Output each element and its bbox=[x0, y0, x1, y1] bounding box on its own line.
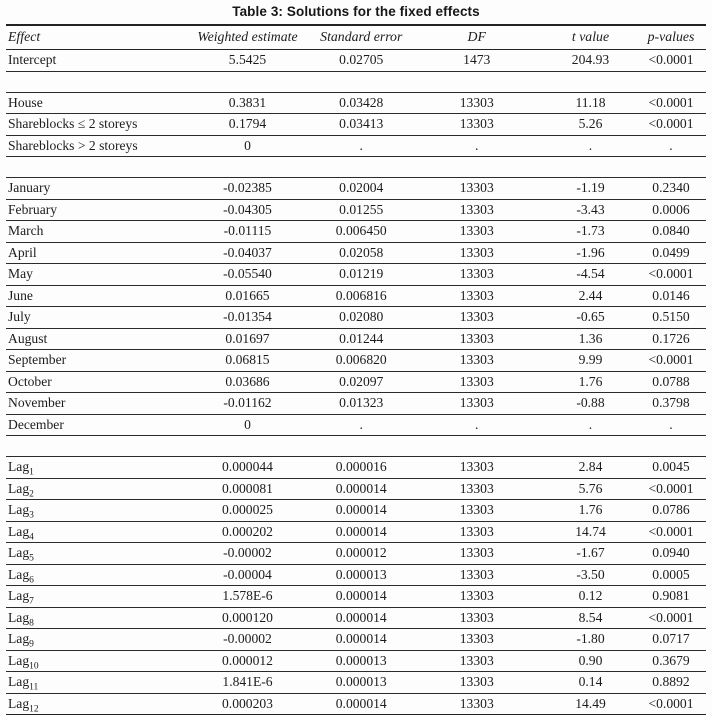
value-cell: 0.0940 bbox=[636, 543, 706, 565]
table-row bbox=[6, 328, 706, 350]
value-cell: . bbox=[545, 135, 636, 157]
table-row bbox=[6, 478, 706, 500]
table-row bbox=[6, 414, 706, 436]
value-cell: 0.000203 bbox=[181, 693, 314, 715]
value-cell: 0.000014 bbox=[314, 500, 409, 522]
value-cell: 14.74 bbox=[545, 521, 636, 543]
value-cell: 13303 bbox=[409, 457, 546, 479]
table-row bbox=[6, 607, 706, 629]
value-cell: -3.43 bbox=[545, 199, 636, 221]
effect-cell: Lag$_6$ bbox=[6, 564, 181, 586]
effect-cell: Shareblocks > 2 storeys bbox=[6, 135, 181, 157]
table-row bbox=[6, 672, 706, 694]
value-cell: 0.000014 bbox=[314, 521, 409, 543]
value-cell: 0.3679 bbox=[636, 650, 706, 672]
column-header-p-values: p-values bbox=[636, 25, 706, 50]
value-cell: 13303 bbox=[409, 199, 546, 221]
value-cell: 0.0786 bbox=[636, 500, 706, 522]
value-cell: 13303 bbox=[409, 650, 546, 672]
value-cell: 1473 bbox=[409, 50, 546, 72]
value-cell: 0.03413 bbox=[314, 114, 409, 136]
value-cell: <0.0001 bbox=[636, 92, 706, 114]
value-cell: 0.006816 bbox=[314, 285, 409, 307]
value-cell: 0.01244 bbox=[314, 328, 409, 350]
table-row bbox=[6, 521, 706, 543]
effect-subscript: 3 bbox=[29, 510, 34, 521]
value-cell: 13303 bbox=[409, 221, 546, 243]
effect-cell: May bbox=[6, 264, 181, 286]
value-cell: 13303 bbox=[409, 393, 546, 415]
effect-cell: Lag$_1$ bbox=[6, 457, 181, 479]
value-cell: 0.01255 bbox=[314, 199, 409, 221]
value-cell: 1.76 bbox=[545, 500, 636, 522]
table-row bbox=[6, 393, 706, 415]
value-cell: 0 bbox=[181, 135, 314, 157]
effect-cell: Lag$_5$ bbox=[6, 543, 181, 565]
value-cell: -0.00004 bbox=[181, 564, 314, 586]
fixed-effects-table bbox=[6, 24, 706, 715]
table-row bbox=[6, 178, 706, 200]
value-cell: <0.0001 bbox=[636, 521, 706, 543]
value-cell: 0.006820 bbox=[314, 350, 409, 372]
value-cell: 0.0006 bbox=[636, 199, 706, 221]
effect-subscript: 7 bbox=[29, 596, 34, 607]
value-cell: 0.02097 bbox=[314, 371, 409, 393]
effect-cell: October bbox=[6, 371, 181, 393]
effect-cell: August bbox=[6, 328, 181, 350]
effect-cell: Lag$_8$ bbox=[6, 607, 181, 629]
value-cell: 0.02004 bbox=[314, 178, 409, 200]
value-cell: 0.0005 bbox=[636, 564, 706, 586]
value-cell: 13303 bbox=[409, 285, 546, 307]
value-cell: 13303 bbox=[409, 114, 546, 136]
value-cell: 0.000202 bbox=[181, 521, 314, 543]
table-body bbox=[6, 50, 706, 715]
value-cell: 0.03686 bbox=[181, 371, 314, 393]
value-cell: 13303 bbox=[409, 543, 546, 565]
effect-cell: House bbox=[6, 92, 181, 114]
value-cell: 1.841E-6 bbox=[181, 672, 314, 694]
table-row bbox=[6, 307, 706, 329]
table-title: Table 3: Solutions for the fixed effects bbox=[232, 4, 480, 19]
value-cell: . bbox=[545, 414, 636, 436]
value-cell: 13303 bbox=[409, 264, 546, 286]
value-cell: 0.000013 bbox=[314, 650, 409, 672]
value-cell: 0.000081 bbox=[181, 478, 314, 500]
effect-cell: Lag$_{11}$ bbox=[6, 672, 181, 694]
value-cell: -0.65 bbox=[545, 307, 636, 329]
column-header-standard-error: Standard error bbox=[314, 25, 409, 50]
effect-cell: November bbox=[6, 393, 181, 415]
effect-subscript: 10 bbox=[29, 661, 39, 672]
value-cell: . bbox=[314, 414, 409, 436]
value-cell: 0.02705 bbox=[314, 50, 409, 72]
value-cell: 0.1726 bbox=[636, 328, 706, 350]
value-cell: -1.96 bbox=[545, 242, 636, 264]
value-cell: 13303 bbox=[409, 629, 546, 651]
value-cell: <0.0001 bbox=[636, 693, 706, 715]
value-cell: 11.18 bbox=[545, 92, 636, 114]
value-cell: 8.54 bbox=[545, 607, 636, 629]
spacer-cell bbox=[6, 157, 706, 178]
value-cell: 0.000025 bbox=[181, 500, 314, 522]
value-cell: 1.36 bbox=[545, 328, 636, 350]
value-cell: 0.3831 bbox=[181, 92, 314, 114]
value-cell: -0.00002 bbox=[181, 543, 314, 565]
value-cell: -0.01354 bbox=[181, 307, 314, 329]
value-cell: -0.01115 bbox=[181, 221, 314, 243]
value-cell: 0.0717 bbox=[636, 629, 706, 651]
value-cell: 0.0045 bbox=[636, 457, 706, 479]
value-cell: 2.84 bbox=[545, 457, 636, 479]
value-cell: <0.0001 bbox=[636, 478, 706, 500]
column-header-weighted-estimate: Weighted estimate bbox=[181, 25, 314, 50]
effect-cell: December bbox=[6, 414, 181, 436]
table-row bbox=[6, 50, 706, 72]
value-cell: . bbox=[409, 414, 546, 436]
table-row bbox=[6, 135, 706, 157]
effect-cell: Lag$_{10}$ bbox=[6, 650, 181, 672]
table-row bbox=[6, 500, 706, 522]
table-row bbox=[6, 371, 706, 393]
effect-subscript: 9 bbox=[29, 639, 34, 650]
effect-subscript: 6 bbox=[29, 575, 34, 586]
group-spacer bbox=[6, 436, 706, 457]
table-row bbox=[6, 242, 706, 264]
table-row bbox=[6, 543, 706, 565]
value-cell: 13303 bbox=[409, 564, 546, 586]
value-cell: <0.0001 bbox=[636, 114, 706, 136]
effect-cell: January bbox=[6, 178, 181, 200]
effect-subscript: 2 bbox=[29, 489, 34, 500]
table-row bbox=[6, 629, 706, 651]
value-cell: 0.000013 bbox=[314, 672, 409, 694]
effect-cell: April bbox=[6, 242, 181, 264]
effect-cell: Shareblocks ≤ 2 storeys bbox=[6, 114, 181, 136]
effect-cell: July bbox=[6, 307, 181, 329]
value-cell: 13303 bbox=[409, 307, 546, 329]
value-cell: 0.000014 bbox=[314, 629, 409, 651]
value-cell: 0.14 bbox=[545, 672, 636, 694]
value-cell: 0.006450 bbox=[314, 221, 409, 243]
value-cell: 5.76 bbox=[545, 478, 636, 500]
value-cell: <0.0001 bbox=[636, 50, 706, 72]
value-cell: 0.03428 bbox=[314, 92, 409, 114]
table-row bbox=[6, 264, 706, 286]
value-cell: 0.8892 bbox=[636, 672, 706, 694]
value-cell: 0.0788 bbox=[636, 371, 706, 393]
value-cell: 13303 bbox=[409, 607, 546, 629]
value-cell: 0.000044 bbox=[181, 457, 314, 479]
effect-subscript: 5 bbox=[29, 553, 34, 564]
value-cell: <0.0001 bbox=[636, 607, 706, 629]
effect-cell: Lag$_2$ bbox=[6, 478, 181, 500]
value-cell: 0.5150 bbox=[636, 307, 706, 329]
value-cell: 0.02080 bbox=[314, 307, 409, 329]
value-cell: 0.12 bbox=[545, 586, 636, 608]
value-cell: -1.80 bbox=[545, 629, 636, 651]
effect-subscript: 8 bbox=[29, 618, 34, 629]
value-cell: -3.50 bbox=[545, 564, 636, 586]
value-cell: . bbox=[409, 135, 546, 157]
value-cell: -1.67 bbox=[545, 543, 636, 565]
value-cell: 13303 bbox=[409, 242, 546, 264]
value-cell: 0.0840 bbox=[636, 221, 706, 243]
value-cell: 1.76 bbox=[545, 371, 636, 393]
value-cell: -0.05540 bbox=[181, 264, 314, 286]
value-cell: 0.000014 bbox=[314, 478, 409, 500]
value-cell: -0.01162 bbox=[181, 393, 314, 415]
table-row bbox=[6, 350, 706, 372]
value-cell: 13303 bbox=[409, 500, 546, 522]
value-cell: 0.000012 bbox=[314, 543, 409, 565]
value-cell: -0.88 bbox=[545, 393, 636, 415]
group-spacer bbox=[6, 157, 706, 178]
effect-cell: Lag$_9$ bbox=[6, 629, 181, 651]
value-cell: 0.000120 bbox=[181, 607, 314, 629]
value-cell: 14.49 bbox=[545, 693, 636, 715]
value-cell: -1.73 bbox=[545, 221, 636, 243]
effect-cell: Intercept bbox=[6, 50, 181, 72]
effect-subscript: 4 bbox=[29, 532, 34, 543]
value-cell: 0.9081 bbox=[636, 586, 706, 608]
effect-cell: February bbox=[6, 199, 181, 221]
value-cell: -0.02385 bbox=[181, 178, 314, 200]
table-row bbox=[6, 564, 706, 586]
value-cell: 0.2340 bbox=[636, 178, 706, 200]
value-cell: <0.0001 bbox=[636, 264, 706, 286]
value-cell: 13303 bbox=[409, 521, 546, 543]
value-cell: 0.02058 bbox=[314, 242, 409, 264]
value-cell: 13303 bbox=[409, 478, 546, 500]
effect-cell: Lag$_4$ bbox=[6, 521, 181, 543]
value-cell: 0.0146 bbox=[636, 285, 706, 307]
value-cell: 9.99 bbox=[545, 350, 636, 372]
spacer-cell bbox=[6, 71, 706, 92]
value-cell: -0.04037 bbox=[181, 242, 314, 264]
value-cell: 0.000014 bbox=[314, 693, 409, 715]
value-cell: 1.578E-6 bbox=[181, 586, 314, 608]
value-cell: -0.04305 bbox=[181, 199, 314, 221]
spacer-cell bbox=[6, 436, 706, 457]
value-cell: 0.01697 bbox=[181, 328, 314, 350]
effect-subscript: 12 bbox=[29, 704, 39, 715]
column-header-df: DF bbox=[409, 25, 546, 50]
value-cell: 13303 bbox=[409, 178, 546, 200]
column-header-t-value: t value bbox=[545, 25, 636, 50]
group-spacer bbox=[6, 71, 706, 92]
value-cell: 0.000016 bbox=[314, 457, 409, 479]
effect-cell: June bbox=[6, 285, 181, 307]
value-cell: 0.000014 bbox=[314, 586, 409, 608]
effect-subscript: 11 bbox=[29, 682, 39, 693]
effect-cell: Lag$_3$ bbox=[6, 500, 181, 522]
value-cell: 5.26 bbox=[545, 114, 636, 136]
value-cell: 0.1794 bbox=[181, 114, 314, 136]
effect-cell: Lag$_7$ bbox=[6, 586, 181, 608]
value-cell: 0.01219 bbox=[314, 264, 409, 286]
value-cell: 0 bbox=[181, 414, 314, 436]
value-cell: 0.90 bbox=[545, 650, 636, 672]
value-cell: . bbox=[636, 135, 706, 157]
value-cell: 13303 bbox=[409, 672, 546, 694]
table-row bbox=[6, 650, 706, 672]
effect-subscript: 1 bbox=[29, 467, 34, 478]
table-row bbox=[6, 221, 706, 243]
value-cell: 0.01665 bbox=[181, 285, 314, 307]
table-row bbox=[6, 457, 706, 479]
value-cell: 0.000012 bbox=[181, 650, 314, 672]
effect-cell: Lag$_{12}$ bbox=[6, 693, 181, 715]
value-cell: 13303 bbox=[409, 586, 546, 608]
value-cell: 13303 bbox=[409, 92, 546, 114]
value-cell: 5.5425 bbox=[181, 50, 314, 72]
value-cell: 2.44 bbox=[545, 285, 636, 307]
value-cell: 13303 bbox=[409, 693, 546, 715]
value-cell: 0.3798 bbox=[636, 393, 706, 415]
table-row bbox=[6, 285, 706, 307]
column-header-effect: Effect bbox=[6, 25, 181, 50]
header-row bbox=[6, 25, 706, 50]
table-row bbox=[6, 92, 706, 114]
value-cell: 0.0499 bbox=[636, 242, 706, 264]
value-cell: 0.06815 bbox=[181, 350, 314, 372]
value-cell: 204.93 bbox=[545, 50, 636, 72]
value-cell: 13303 bbox=[409, 328, 546, 350]
value-cell: . bbox=[314, 135, 409, 157]
value-cell: . bbox=[636, 414, 706, 436]
value-cell: 13303 bbox=[409, 371, 546, 393]
value-cell: -1.19 bbox=[545, 178, 636, 200]
effect-cell: September bbox=[6, 350, 181, 372]
value-cell: 0.000014 bbox=[314, 607, 409, 629]
table-row bbox=[6, 199, 706, 221]
table-row bbox=[6, 693, 706, 715]
value-cell: <0.0001 bbox=[636, 350, 706, 372]
table-row bbox=[6, 586, 706, 608]
table-row bbox=[6, 114, 706, 136]
value-cell: 13303 bbox=[409, 350, 546, 372]
value-cell: 0.01323 bbox=[314, 393, 409, 415]
value-cell: -4.54 bbox=[545, 264, 636, 286]
value-cell: 0.000013 bbox=[314, 564, 409, 586]
effect-cell: March bbox=[6, 221, 181, 243]
value-cell: -0.00002 bbox=[181, 629, 314, 651]
